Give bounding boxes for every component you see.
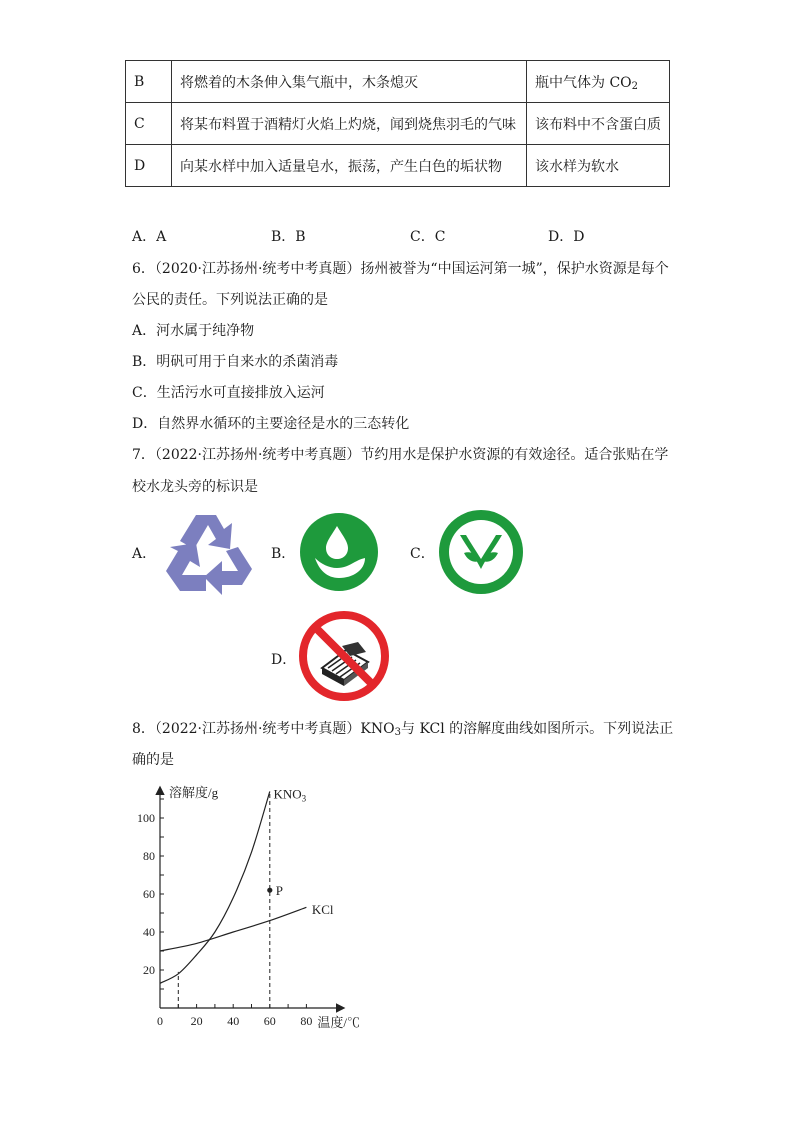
table-row	[126, 145, 670, 187]
y-axis-label: 溶解度/g	[169, 785, 219, 800]
q8-stem-line2: 确的是	[132, 752, 174, 768]
q7-stem-line1: 7．（2022·江苏扬州·统考中考真题）节约用水是保护水资源的有效途径。适合张贴在学	[132, 447, 669, 463]
q7-option-b-label[interactable]: B．	[271, 546, 296, 562]
green-food-icon[interactable]	[438, 509, 524, 595]
y-tick-label: 60	[143, 887, 155, 901]
table-row	[126, 103, 670, 145]
q8-stem-text: 8．（2022·江苏扬州·统考中考真题）KNO	[132, 721, 395, 737]
q7-option-d-label[interactable]: D．	[271, 652, 297, 668]
row-action: 将某布料置于酒精灯火焰上灼烧，闻到烧焦羽毛的气味	[172, 103, 527, 145]
recycle-icon[interactable]	[160, 509, 258, 597]
q7-option-a-label[interactable]: A．	[132, 546, 157, 562]
table-row	[126, 61, 670, 103]
y-tick-label: 20	[143, 963, 155, 977]
experiment-table	[125, 60, 670, 187]
y-tick-label: 100	[137, 811, 155, 825]
x-tick-label: 60	[263, 1014, 276, 1028]
kcl-curve	[160, 907, 306, 951]
row-label: D	[126, 145, 172, 187]
conclusion-text: 该布料中不含蛋白质	[535, 116, 661, 133]
solubility-chart	[120, 780, 380, 1036]
point-p-label: P	[275, 883, 284, 899]
no-fire-sign-icon[interactable]	[298, 610, 390, 702]
q6-stem-line2: 公民的责任。下列说法正确的是	[132, 292, 328, 308]
conclusion-text: 该水样为软水	[535, 158, 619, 175]
point-p	[267, 888, 272, 893]
x-tick-label: 80	[300, 1014, 313, 1028]
row-conclusion	[527, 145, 670, 187]
q7-option-c-label[interactable]: C．	[410, 546, 435, 562]
kno3-curve	[160, 791, 270, 983]
x-tick-label: 40	[227, 1014, 240, 1028]
y-tick-label: 80	[143, 849, 155, 863]
q8-stem-line1	[132, 718, 673, 738]
row-label: B	[126, 61, 172, 103]
q7-stem-line2: 校水龙头旁的标识是	[132, 479, 258, 495]
kcl-label: KCl	[311, 902, 334, 918]
q6-option-a[interactable]: A．河水属于纯净物	[132, 323, 255, 339]
row-label: C	[126, 103, 172, 145]
q6-stem-line1: 6．（2020·江苏扬州·统考中考真题）扬州被誉为“中国运河第一城”，保护水资源是每个	[132, 261, 669, 277]
water-saving-icon[interactable]	[299, 512, 379, 592]
q6-option-b[interactable]: B．明矾可用于自来水的杀菌消毒	[132, 354, 339, 370]
row-action: 将燃着的木条伸入集气瓶中，木条熄灭	[172, 61, 527, 103]
q8-stem-text-end: 与 KCl 的溶解度曲线如图所示。下列说法正	[401, 721, 674, 737]
q6-option-c[interactable]: C．生活污水可直接排放入运河	[132, 385, 325, 401]
x-axis-label: 温度/℃	[317, 1015, 361, 1030]
x-tick-label: 20	[190, 1014, 203, 1028]
q6-option-d[interactable]: D．自然界水循环的主要途径是水的三态转化	[132, 416, 410, 432]
q5-option-c[interactable]: C．C	[410, 229, 446, 245]
conclusion-subscript: 2	[631, 80, 639, 92]
y-tick-label: 40	[143, 925, 155, 939]
q5-option-a[interactable]: A．A	[132, 229, 167, 245]
row-conclusion	[527, 61, 670, 103]
row-conclusion	[527, 103, 670, 145]
q5-option-b[interactable]: B．B	[271, 229, 306, 245]
conclusion-text: 瓶中气体为 CO	[535, 74, 632, 91]
q5-option-d[interactable]: D．D	[548, 229, 585, 245]
x-tick-label: 0	[157, 1014, 163, 1028]
q8-stem-subscript: 3	[394, 727, 401, 738]
row-action: 向某水样中加入适量皂水，振荡，产生白色的垢状物	[172, 145, 527, 187]
kno3-label: $KNO_3$	[273, 786, 307, 804]
